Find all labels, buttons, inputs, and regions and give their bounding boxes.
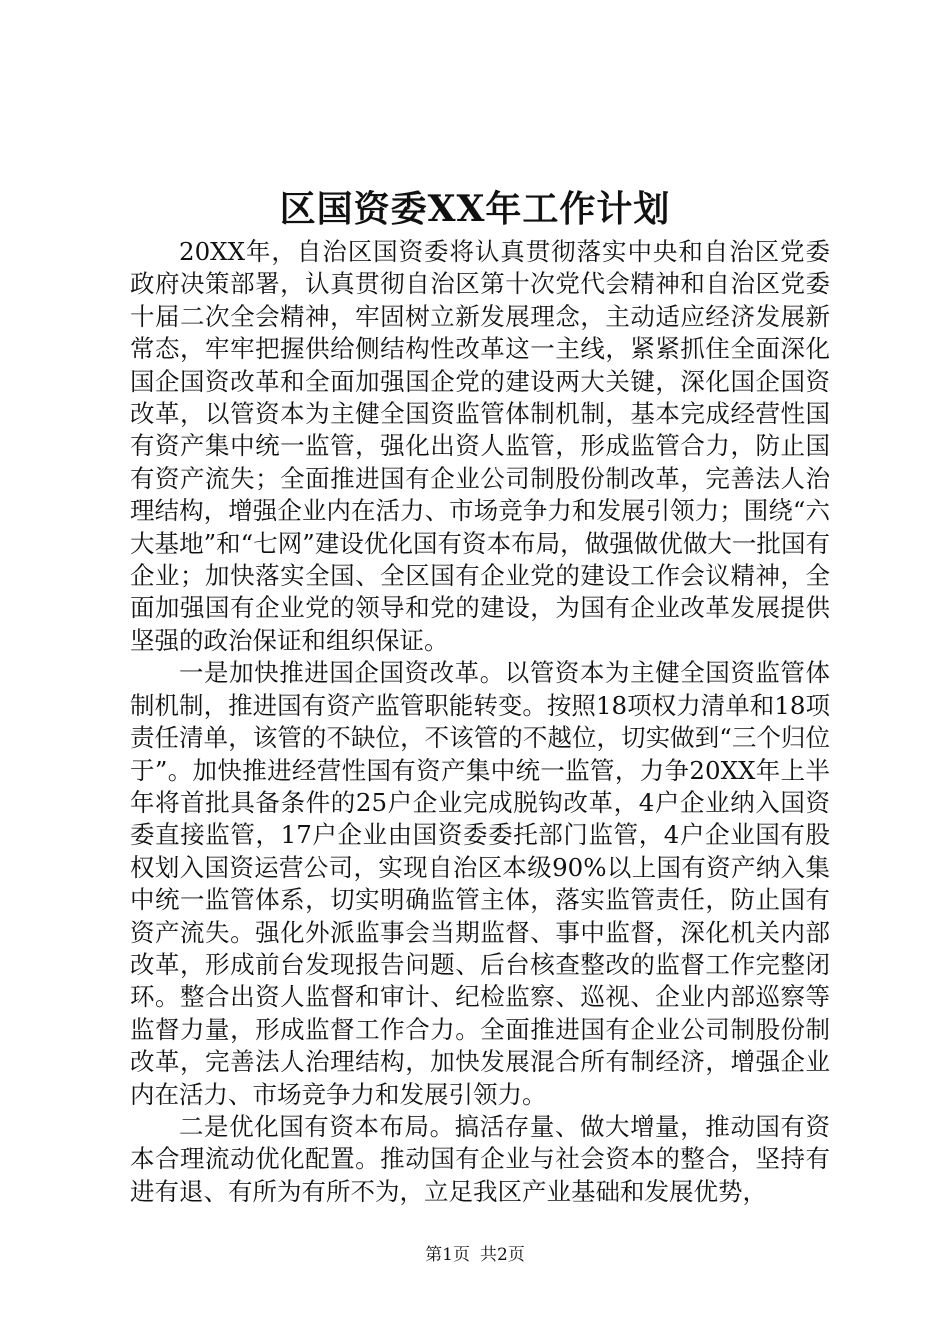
paragraph-reform: 一是加快推进国企国资改革。以管资本为主健全国资监管体制机制，推进国有资产监管职能转变。按照18项权力清单和18项责任清单，该管的不缺位，不该管的不越位，切实做到“三个归位于”。加快推进经营性国有资产集中统一监管，力争20XX年上半年将首批具备条件的25户企业完成脱钩改革，4户企业纳入国资委直接监管，17户企业由国资委委托部门监管，4户企业国有股权划入国资运营公司，实现自治区本级90%以上国有资产纳入集中统一监管体系，切实明确监管主体，落实监管责任，防止国有资产流失。强化外派监事会当期监督、事中监督，深化机关内部改革，形成前台发现报告问题、后台核查整改的监督工作完整闭环。整合出资人监督和审计、纪检监察、巡视、企业内部巡察等监督力量，形成监督工作合力。全面推进国有企业公司制股份制改革，完善法人治理结构，加快发展混合所有制经济，增强企业内在活力、市场竞争力和发展引领力。 bbox=[130, 658, 830, 1109]
paragraph-intro: 20XX年，自治区国资委将认真贯彻落实中央和自治区党委政府决策部署，认真贯彻自治区第十次党代会精神和自治区党委十届二次全会精神，牢固树立新发展理念，主动适应经济发展新常态，牢牢把握供给侧结构性改革这一主线，紧紧抓住全面深化国企国资改革和全面加强国企党的建设两大关键，深化国企国资改革，以管资本为主健全国资监管体制机制，基本完成经营性国有资产集中统一监管，强化出资人监管，形成监管合力，防止国有资产流失；全面推进国有企业公司制股份制改革，完善法人治理结构，增强企业内在活力、市场竞争力和发展引领力；围绕“六大基地”和“七网”建设优化国有资本布局，做强做优做大一批国有企业；加快落实全国、全区国有企业党的建设工作会议精神，全面加强国有企业党的领导和党的建设，为国有企业改革发展提供坚强的政治保证和组织保证。 bbox=[130, 237, 830, 655]
page-number: 第1页 bbox=[425, 1245, 470, 1265]
page-footer bbox=[0, 1244, 950, 1266]
document-body bbox=[130, 236, 830, 1208]
document-title: 区国资委XX年工作计划 bbox=[279, 188, 671, 230]
paragraph-layout: 二是优化国有资本布局。搞活存量、做大增量，推动国有资本合理流动优化配置。推动国有企业与社会资本的整合，坚持有进有退、有所为有所不为，立足我区产业基础和发展优势， bbox=[130, 1111, 830, 1206]
page-total: 共2页 bbox=[480, 1245, 525, 1265]
